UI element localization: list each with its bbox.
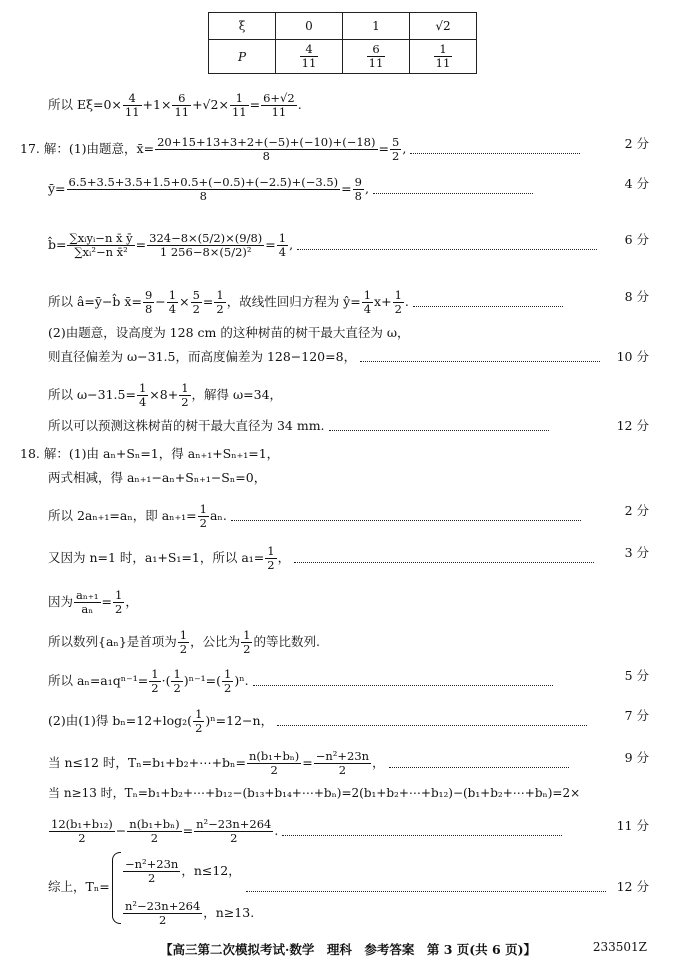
q18-line-1: 18. 解：(1)由 aₙ+Sₙ=1，得 aₙ₊₁+Sₙ₊₁=1，: [20, 446, 280, 461]
case-brace: [112, 852, 121, 924]
score: 12 分: [616, 418, 649, 433]
score: 12 分: [616, 879, 649, 894]
q17-line-2: ȳ= $\frac{6.5+3.5+3.5+1.5+0.5+(-0.5)+(-2.5)+(-3.5)}{8}$ = $\frac{9}{8}$ ,: [48, 176, 533, 203]
score: 11 分: [616, 818, 649, 833]
table-cell: $\frac{6}{11}$: [343, 40, 410, 74]
q18-line-6: 所以数列{aₙ}是首项为 $\frac{1}{2}$ ，公比为 $\frac{1}{2}$ 的等比数列.: [48, 628, 320, 656]
table-cell: $\frac{4}{11}$: [276, 40, 343, 74]
score: 2 分: [624, 503, 649, 518]
case-1: $\frac{\text{−n²+23n}}{2}$ ，n≤12，: [125, 857, 241, 885]
page-footer: 【高三第二次模拟考试·数学 理科 参考答案 第 3 页(共 6 页)】: [160, 942, 536, 957]
score: 6 分: [624, 232, 649, 247]
q18-line-3: 所以 2aₙ₊₁=aₙ，即 aₙ₊₁= $\frac{1}{2}$ aₙ.: [48, 503, 581, 530]
q17-line-7: 所以 ω−31.5= $\frac{1}{4}$ ×8+ $\frac{1}{2}$ ，解得 ω=34，: [48, 381, 283, 409]
score: 10 分: [616, 349, 649, 364]
score: 7 分: [624, 708, 649, 723]
table-header-xi: ξ: [209, 13, 276, 40]
document-code: 233501Z: [592, 940, 647, 954]
table-cell: $\frac{1}{11}$: [410, 40, 477, 74]
probability-table: [208, 12, 477, 74]
score: 3 分: [624, 545, 649, 560]
score: 2 分: [624, 136, 649, 151]
table-cell: 0: [276, 13, 343, 40]
q18-line-8: (2)由(1)得 bₙ=12+log₂( $\frac{1}{2}$ )ⁿ=12−n，: [48, 708, 587, 735]
q18-line-11: $\frac{\text{12(b₁+b₁₂)}}{2}$ − $\frac{\text{n(b₁+bₙ)}}{2}$ = $\frac{\text{n²−23n+264}}{2}$ .: [48, 818, 562, 845]
q18-line-2: 两式相减，得 aₙ₊₁−aₙ+Sₙ₊₁−Sₙ=0，: [48, 470, 267, 485]
dots-leader: [246, 879, 606, 895]
score: 4 分: [624, 176, 649, 191]
table-cell: √2: [410, 13, 477, 40]
q17-line-1: 17. 解：(1)由题意，x̄= $\frac{20+15+13+3+2+(-5)+(-10)+(-18)}{8}$ = $\frac{5}{2}$ ,: [20, 136, 580, 163]
q17-line-6: 则直径偏差为 ω−31.5，而高度偏差为 128−120=8，: [48, 349, 600, 365]
score: 8 分: [624, 289, 649, 304]
q18-line-12-label: 综上，Tₙ=: [48, 879, 110, 894]
table-cell: 1: [343, 13, 410, 40]
q18-line-5: 因为 $\frac{\text{aₙ₊₁}}{\text{aₙ}}$ = $\frac{1}{2}$ ，: [48, 588, 138, 616]
q18-line-7: 所以 aₙ=a₁qⁿ⁻¹= $\frac{1}{2}$ ·( $\frac{1}{2}$ )ⁿ⁻¹=( $\frac{1}{2}$ )ⁿ.: [48, 668, 553, 695]
q17-line-3: b̂= $\frac{\text{∑xᵢyᵢ−n x̄ ȳ}}{\text{∑xᵢ²−n x̄²}}$ = $\frac{324-8\times(5/2)\times(9/8)}{\text{1 256−8×(5/2)²}}$ = $\frac{1}{4}$ ,: [48, 232, 597, 259]
q18-line-4: 又因为 n=1 时，a₁+S₁=1，所以 a₁= $\frac{1}{2}$ ，: [48, 545, 594, 572]
q17-line-4: 所以 â=ȳ−b̂ x̄= $\frac{9}{8}$ − $\frac{1}{4}$ × $\frac{5}{2}$ = $\frac{1}{2}$ ，故线性回归方程为 ŷ= $\frac{1}{4}$ x+ $\frac{1}{2}$ .: [48, 289, 563, 316]
q17-line-8: 所以可以预测这株树苗的树干最大直径为 34 mm.: [48, 418, 549, 434]
score: 5 分: [624, 668, 649, 683]
q18-line-10: 当 n≥13 时，Tₙ=b₁+b₂+⋯+b₁₂−(b₁₃+b₁₄+⋯+bₙ)=2(b₁+b₂+⋯+b₁₂)−(b₁+b₂+⋯+bₙ)=2×: [48, 786, 581, 800]
table-header-p: P: [209, 40, 276, 74]
expectation-line: 所以 Eξ=0× $\frac{4}{11}$ +1× $\frac{6}{11}$ +√2× $\frac{1}{11}$ = $\frac{6+√2}{11}$ .: [48, 91, 302, 119]
q17-line-5: (2)由题意，设高度为 128 cm 的这种树苗的树干最大直径为 ω，: [48, 325, 410, 340]
score: 9 分: [624, 750, 649, 765]
q18-line-9: 当 n≤12 时，Tₙ=b₁+b₂+⋯+bₙ= $\frac{\text{n(b₁+bₙ)}}{2}$ = $\frac{\text{−n²+23n}}{2}$ ，: [48, 750, 569, 777]
case-2: $\frac{\text{n²−23n+264}}{2}$ ，n≥13.: [125, 899, 255, 927]
